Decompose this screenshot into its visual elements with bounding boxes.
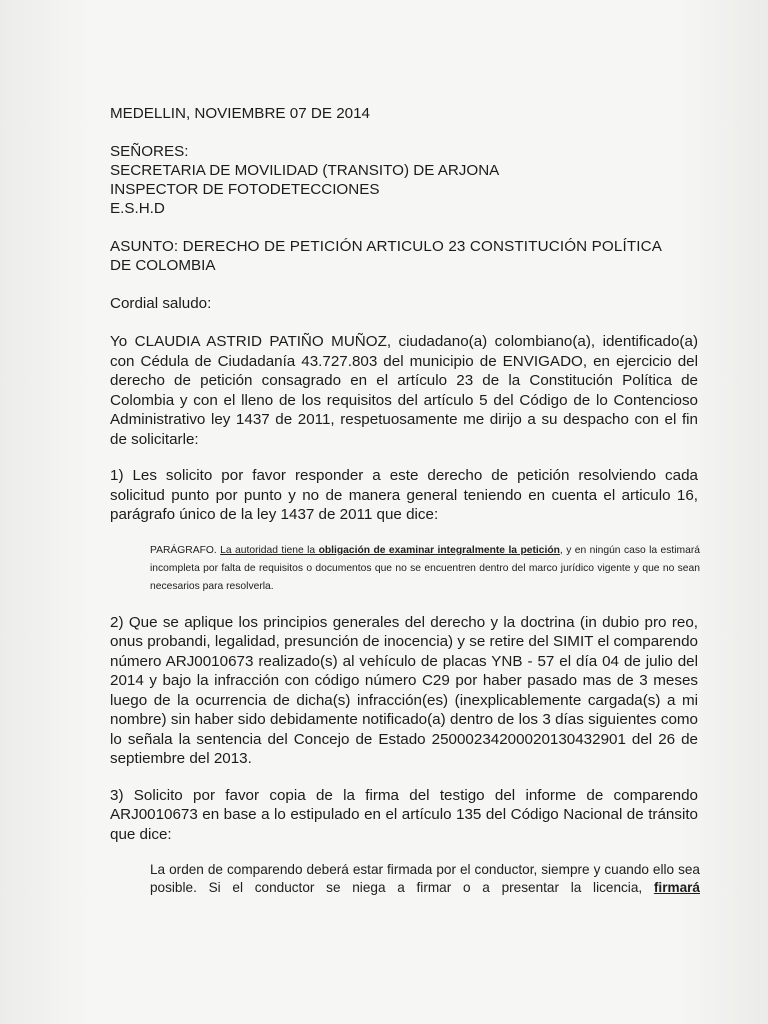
greeting: Cordial saludo: <box>110 295 212 312</box>
quote1-bold-underlined: obligación de examinar integralmente la petición <box>318 544 560 556</box>
quote1-rest: , y en ningún caso la estimará incompleta por falta de requisitos o documentos que no se encuentren dentro del marco jurídico vigente y que no sean necesarios para resolverla. <box>150 544 701 592</box>
quote2-bold-underlined: firmará <box>653 879 700 895</box>
recipient-salutation: SEÑORES: <box>110 143 189 160</box>
quote1-underlined: La autoridad tiene la <box>220 544 319 556</box>
intro-paragraph: Yo CLAUDIA ASTRID PATIÑO MUÑOZ, ciudadano(a) colombiano(a), identificado(a) con Cédula de Ciudadanía 43.727.803 del municipio de ENVIGADO, en ejercicio del derecho de petición consagrado en el artículo 23 de la Constitución Política de Colombia y con el lleno de los requisitos del artículo 5 del Código de lo Contencioso Administrativo ley 1437 de 2011, respetuosamente me dirijo a su despacho con el fin de solicitarle: <box>110 333 698 448</box>
subject-line-2: DE COLOMBIA <box>110 257 216 274</box>
recipient-line-3: E.S.H.D <box>110 200 165 217</box>
date-line: MEDELLIN, NOVIEMBRE 07 DE 2014 <box>110 105 370 122</box>
paragrafo-quote <box>150 542 700 596</box>
point-3-paragraph: 3) Solicito por favor copia de la firma del testigo del informe de comparendo ARJ0010673 en base a lo estipulado en el artículo 135 del Código Nacional de tránsito que dice: <box>110 786 698 843</box>
recipient-line-1: SECRETARIA DE MOVILIDAD (TRANSITO) DE ARJONA <box>110 162 500 179</box>
recipient-line-2: INSPECTOR DE FOTODETECCIONES <box>110 181 380 198</box>
subject-line-1: ASUNTO: DERECHO DE PETICIÓN ARTICULO 23 CONSTITUCIÓN POLÍTICA <box>110 238 663 255</box>
article-135-quote <box>150 861 700 896</box>
point-1-paragraph: 1) Les solicito por favor responder a este derecho de petición resolviendo cada solicitud punto por punto y no de manera general teniendo en cuenta el articulo 16, parágrafo único de la ley 1437 de 2011 que dice: <box>110 467 698 523</box>
quote2-text: La orden de comparendo deberá estar firmada por el conductor, siempre y cuando ello sea posible. Si el conductor se niega a firmar o a presentar la licencia, <box>150 862 700 895</box>
point-2-paragraph: 2) Que se aplique los principios generales del derecho y la doctrina (in dubio pro reo, onus probandi, legalidad, presunción de inocencia) y se retire del SIMIT el comparendo número ARJ0010673 realizado(s) al vehículo de placas YNB - 57 el día 04 de julio del 2014 y bajo la infracción con código número C29 por haber pasado mas de 3 meses luego de la ocurrencia de dicha(s) infracción(es) (inexplicablemente cargada(s) a mi nombre) sin haber sido debidamente notificado(a) dentro de los 3 días siguientes como lo señala la sentencia del Concejo de Estado 25000234200020130432901 del 26 de septiembre del 2013. <box>110 613 698 767</box>
quote1-lead: PARÁGRAFO. <box>150 544 221 556</box>
recipient-block <box>110 142 702 218</box>
subject-block <box>110 237 702 275</box>
